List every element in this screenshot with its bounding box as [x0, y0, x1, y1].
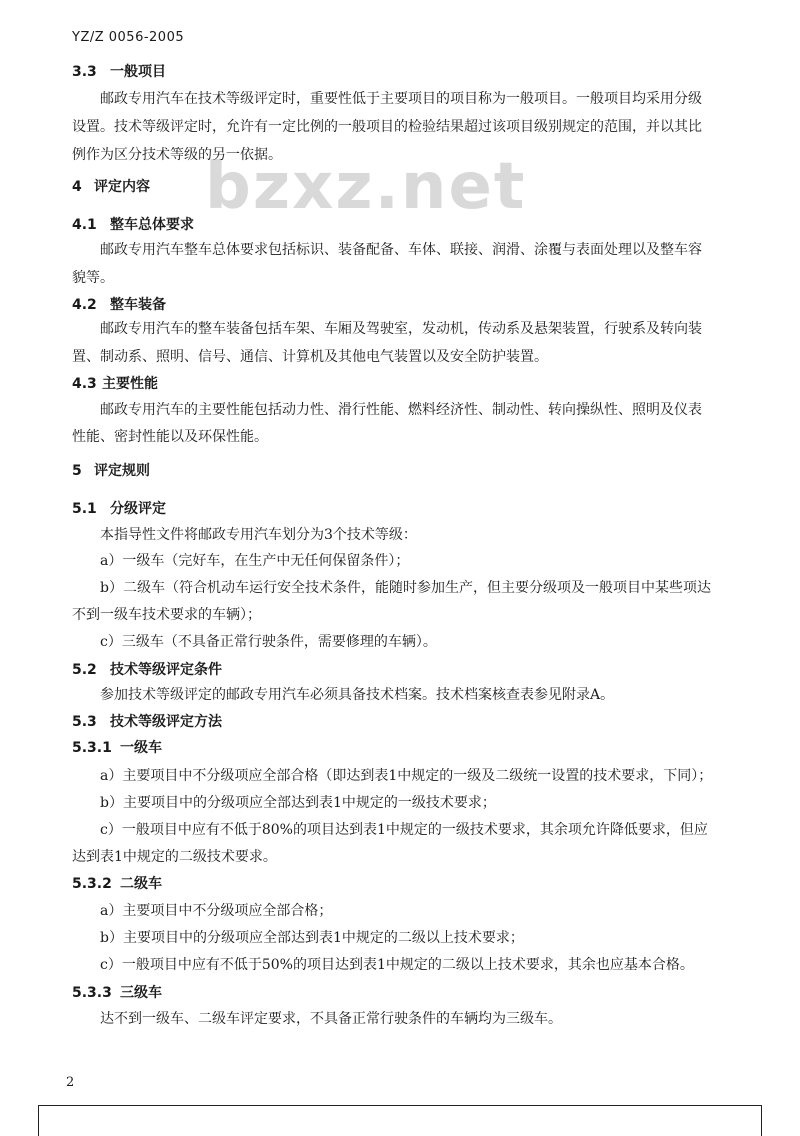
- list-item: b）主要项目中的分级项应全部达到表1中规定的二级以上技术要求；: [100, 930, 524, 946]
- heading-4-1: [72, 215, 752, 235]
- section-title: 评定规则: [94, 463, 150, 479]
- heading-4-2: [72, 295, 752, 315]
- section-number: 4.1: [72, 217, 97, 233]
- section-title: 一般项目: [110, 64, 166, 80]
- paragraph-line: 邮政专用汽车整车总体要求包括标识、装备配备、车体、联接、润滑、涂覆与表面处理以及整车容: [100, 242, 702, 258]
- paragraph-line: 达不到一级车、二级车评定要求，不具备正常行驶条件的车辆均为三级车。: [100, 1011, 562, 1027]
- paragraph-line: 设置。技术等级评定时，允许有一定比例的一般项目的检验结果超过该项目级别规定的范围，并以其比: [72, 119, 702, 135]
- section-number: 5: [72, 463, 82, 479]
- list-item: a）主要项目中不分级项应全部合格；: [100, 903, 333, 919]
- section-number: 4.3: [72, 376, 97, 392]
- heading-5-2: [72, 660, 752, 680]
- heading-5-3-2: [72, 874, 752, 894]
- list-item: a）一级车（完好车，在生产中无任何保留条件）；: [100, 553, 410, 569]
- section-number: 4.2: [72, 297, 97, 313]
- section-number: 3.3: [72, 64, 97, 80]
- heading-5-3-1: [72, 738, 752, 758]
- heading-5: [72, 461, 752, 481]
- list-item: c）一般项目中应有不低于80%的项目达到表1中规定的一级技术要求，其余项允许降低要求，但应: [100, 822, 708, 838]
- paragraph-line: 貌等。: [72, 270, 114, 286]
- paragraph-line: 参加技术等级评定的邮政专用汽车必须具备技术档案。技术档案核查表参见附录A。: [100, 687, 615, 703]
- section-title: 整车装备: [110, 297, 166, 313]
- list-item-continuation: 达到表1中规定的二级技术要求。: [72, 849, 277, 865]
- list-item-continuation: 不到一级车技术要求的车辆）；: [72, 607, 261, 623]
- section-number: 5.1: [72, 501, 97, 517]
- paragraph-line: 邮政专用汽车在技术等级评定时，重要性低于主要项目的项目称为一般项目。一般项目均采用分级: [100, 91, 702, 107]
- section-title: 整车总体要求: [110, 217, 194, 233]
- section-title: 二级车: [120, 876, 162, 892]
- section-number: 5.3.1: [72, 740, 112, 756]
- heading-4-3: [72, 374, 752, 394]
- section-number: 5.3.2: [72, 876, 112, 892]
- list-item: c）一般项目中应有不低于50%的项目达到表1中规定的二级以上技术要求，其余也应基本合格。: [100, 957, 694, 973]
- heading-3-3: [72, 62, 752, 82]
- section-title: 主要性能: [102, 376, 158, 392]
- section-title: 分级评定: [110, 501, 166, 517]
- paragraph-line: 性能、密封性能以及环保性能。: [72, 429, 268, 445]
- section-number: 5.3: [72, 714, 97, 730]
- section-title: 技术等级评定方法: [110, 714, 222, 730]
- heading-5-1: [72, 499, 752, 519]
- heading-5-3-3: [72, 983, 752, 1003]
- section-title: 评定内容: [94, 179, 150, 195]
- section-title: 一级车: [120, 740, 162, 756]
- paragraph-line: 例作为区分技术等级的另一依据。: [72, 147, 282, 163]
- watermark: bzxz.net: [205, 150, 527, 224]
- heading-5-3: [72, 712, 752, 732]
- section-title: 三级车: [120, 985, 162, 1001]
- section-number: 4: [72, 179, 82, 195]
- section-number: 5.3.3: [72, 985, 112, 1001]
- paragraph-line: 本指导性文件将邮政专用汽车划分为3个技术等级：: [100, 527, 417, 543]
- section-number: 5.2: [72, 662, 97, 678]
- list-item: b）主要项目中的分级项应全部达到表1中规定的一级技术要求；: [100, 795, 496, 811]
- list-item: a）主要项目中不分级项应全部合格（即达到表1中规定的一级及二级统一设置的技术要求，下同）；: [100, 768, 713, 784]
- paragraph-line: 邮政专用汽车的主要性能包括动力性、滑行性能、燃料经济性、制动性、转向操纵性、照明及仪表: [100, 402, 702, 418]
- page-number: 2: [66, 1075, 75, 1090]
- document-code: YZ/Z 0056-2005: [72, 30, 185, 45]
- paragraph-line: 置、制动系、照明、信号、通信、计算机及其他电气装置以及安全防护装置。: [72, 349, 548, 365]
- section-title: 技术等级评定条件: [110, 662, 222, 678]
- paragraph-line: 邮政专用汽车的整车装备包括车架、车厢及驾驶室，发动机，传动系及悬架装置，行驶系及转向装: [100, 321, 702, 337]
- list-item: c）三级车（不具备正常行驶条件，需要修理的车辆）。: [100, 634, 437, 650]
- list-item: b）二级车（符合机动车运行安全技术条件，能随时参加生产，但主要分级项及一般项目中某些项达: [100, 580, 711, 596]
- heading-4: [72, 177, 752, 197]
